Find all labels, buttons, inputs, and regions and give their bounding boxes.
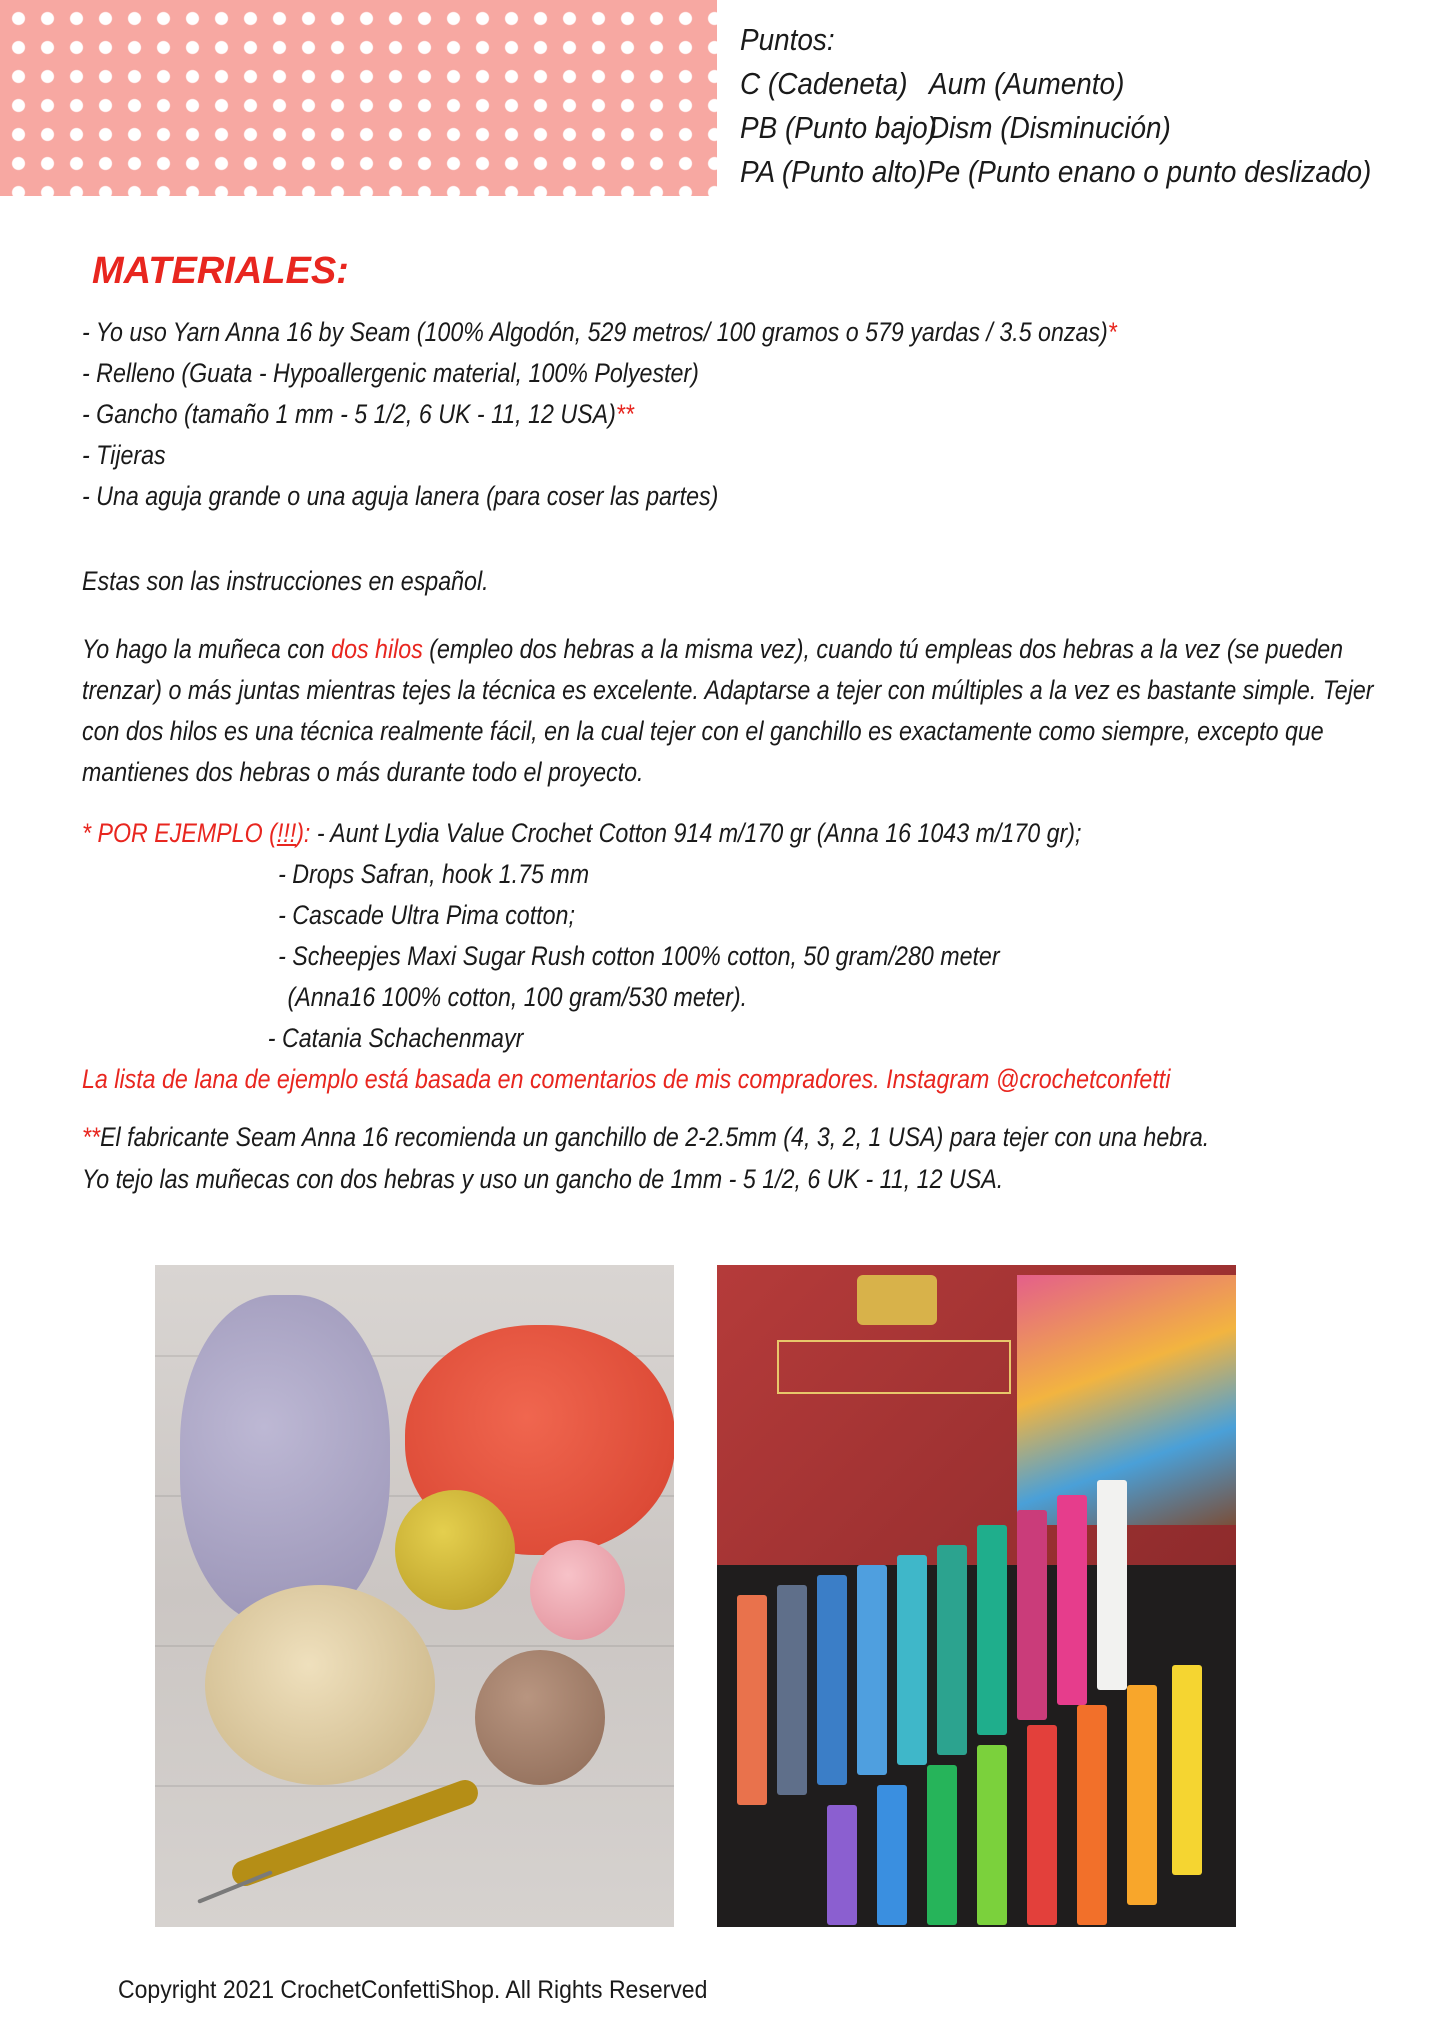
list-item-continuation: (Anna16 100% cotton, 100 gram/530 meter). [287,982,748,1012]
stitch-legend [740,18,1372,194]
stitch-legend-title: Puntos: [740,22,835,57]
stitch-abbrev: C (Cadeneta) [740,66,908,101]
list-item: - Cascade Ultra Pima cotton; [278,900,575,930]
stitch-row [740,62,1352,106]
stitch-abbrev: Aum (Aumento) [929,66,1125,101]
footnote-mark: ** [615,399,634,429]
examples-note: La lista de lana de ejemplo está basada en comentarios de mis compradores. Instagram @crochetconfetti [82,1064,1171,1094]
list-item: - Drops Safran, hook 1.75 mm [278,859,590,889]
technique-paragraph: Yo hago la muñeca con dos hilos (empleo dos hebras a la misma vez), cuando tú empleas dos hebras a la vez (se pueden trenzar) o más juntas mientras tejes la técnica es excelente. Adaptarse a tejer con múltiples a la vez es bastante simple. Tejer con dos hilos es una técnica realmente fácil, en la cual tejer con el ganchillo es exactamente como siempre, excepto que mantienes dos hebras o más durante todo el proyecto. [82,634,1374,787]
footnote-mark: * [1107,317,1117,347]
footnote-mark: ** [82,1122,101,1152]
stitch-row [740,150,1372,194]
polka-dot-banner [0,0,717,196]
yarn-photo [155,1265,674,1927]
materials-heading: MATERIALES: [92,250,349,292]
stitch-abbrev: PB (Punto bajo) [740,110,937,145]
examples-first-line: * POR EJEMPLO (!!!): - Aunt Lydia Value Crochet Cotton 914 m/170 gr (Anna 16 1043 m/170 gr); [82,818,1082,848]
highlight-text: dos hilos [331,634,423,664]
list-item: - Catania Schachenmayr [267,1023,524,1053]
hook-note: **El fabricante Seam Anna 16 recomienda un ganchillo de 2-2.5mm (4, 3, 2, 1 USA) para tejer con una hebra. Yo tejo las muñecas con dos hebras y uso un gancho de 1mm - 5 1/2, 6 UK - 11, 12 USA. [82,1122,1210,1194]
stitch-abbrev: Dism (Disminución) [929,110,1171,145]
list-item: - Gancho (tamaño 1 mm - 5 1/2, 6 UK - 11, 12 USA)** [82,399,634,429]
yarn-examples [82,813,1252,1100]
copyright-footer: Copyright 2021 CrochetConfettiShop. All Rights Reserved [118,1976,708,2004]
list-item: - Relleno (Guata - Hypoallergenic material, 100% Polyester) [82,358,699,388]
intro-text: Estas son las instrucciones en español. [82,566,489,596]
list-item: - Yo uso Yarn Anna 16 by Seam (100% Algodón, 529 metros/ 100 gramos o 579 yardas / 3.5 onzas)* [82,317,1117,347]
materials-list [82,312,1252,517]
list-item: - Scheepjes Maxi Sugar Rush cotton 100% cotton, 50 gram/280 meter [278,941,1000,971]
stitch-row [740,106,1352,150]
stitch-abbrev: PA (Punto alto) [740,154,927,189]
list-item: - Una aguja grande o una aguja lanera (para coser las partes) [82,481,719,511]
pastels-photo [717,1265,1236,1927]
list-item: - Tijeras [82,440,166,470]
stitch-abbrev: Pe (Punto enano o punto deslizado) [926,154,1372,189]
